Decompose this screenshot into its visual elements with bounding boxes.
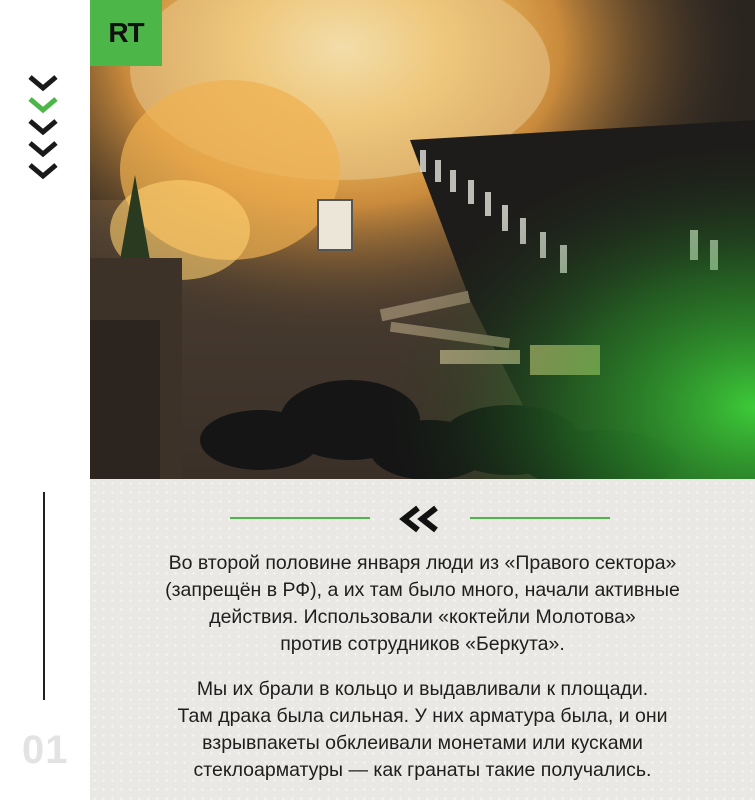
quote-line: (запрещён в РФ), а их там было много, начали активные <box>165 579 680 601</box>
chevron-down-icon <box>26 94 60 116</box>
vertical-divider <box>43 492 45 700</box>
left-rail <box>0 0 90 800</box>
quote-paragraph-1 <box>90 550 755 658</box>
quote-line: стеклоарматуры — как гранаты такие получались. <box>193 759 652 781</box>
rt-logo <box>90 0 162 66</box>
quote-divider <box>90 503 755 533</box>
chevron-down-icon <box>26 138 60 160</box>
quote-mark-icon <box>396 505 442 533</box>
quote-panel <box>90 479 755 800</box>
news-photo <box>90 0 755 479</box>
quote-line: Мы их брали в кольцо и выдавливали к площади. <box>196 678 649 700</box>
quote-line: Там драка была сильная. У них арматура была, и они <box>177 705 668 727</box>
quote-line: Во второй половине января люди из «Правого сектора» <box>168 552 677 574</box>
quote-line: взрывпакеты обклеивали монетами или кусками <box>202 732 643 754</box>
chevron-down-icon <box>26 160 60 182</box>
divider-line-right <box>470 517 610 519</box>
quote-paragraph-2 <box>90 676 755 784</box>
divider-line-left <box>230 517 370 519</box>
chevron-down-icon <box>26 72 60 94</box>
quote-line: действия. Использовали «коктейли Молотова» <box>209 606 636 628</box>
logo-text: RT <box>108 17 144 48</box>
chevron-stack <box>26 72 60 182</box>
chevron-down-icon <box>26 116 60 138</box>
page-number: 01 <box>22 728 69 772</box>
quote-line: против сотрудников «Беркута». <box>280 633 565 655</box>
